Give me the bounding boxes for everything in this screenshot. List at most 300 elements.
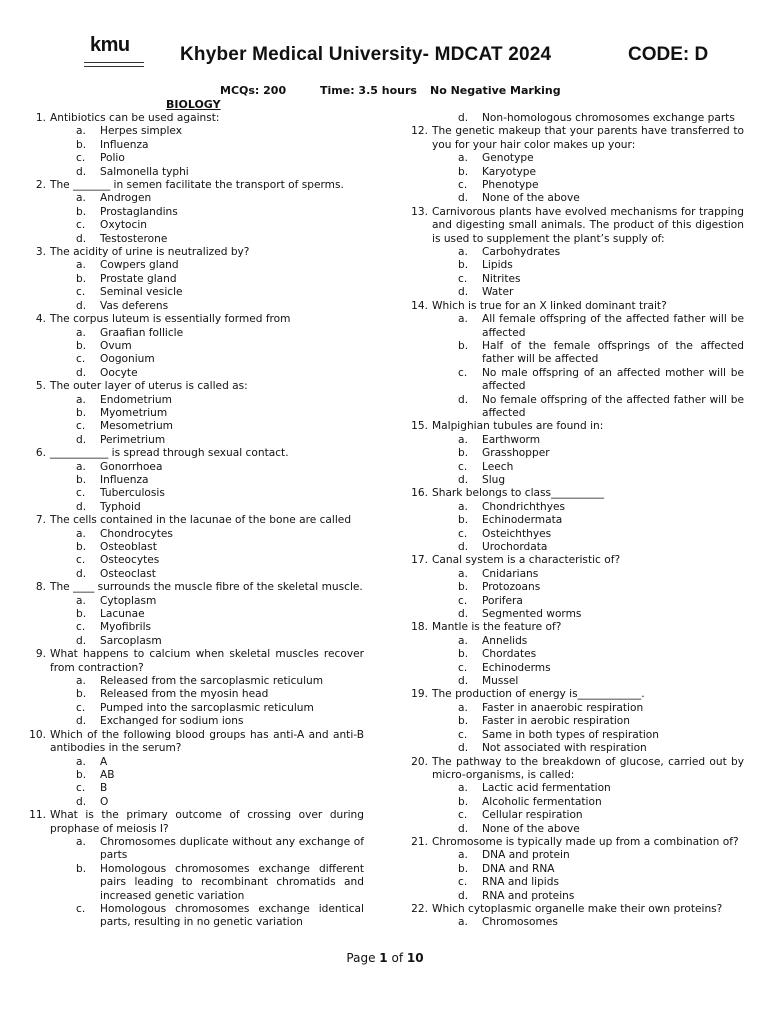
answer-option <box>410 675 744 688</box>
option-text: B <box>100 782 108 795</box>
option-text: Chondrichthyes <box>482 500 566 513</box>
option-text: None of the above <box>482 822 580 835</box>
option-letter: d. <box>458 889 469 902</box>
answer-option <box>28 273 364 286</box>
answer-option <box>410 849 744 862</box>
option-letter: c. <box>76 152 86 165</box>
option-letter: a. <box>458 152 468 165</box>
footer-prefix: Page <box>346 951 380 965</box>
question-number: 3. <box>35 246 46 259</box>
page-total: 10 <box>406 951 424 965</box>
option-text: Segmented worms <box>482 608 582 621</box>
answer-option <box>410 501 744 514</box>
question-text: The production of energy is____________. <box>432 688 645 701</box>
option-text: Slug <box>482 473 506 486</box>
option-letter: c. <box>76 701 86 714</box>
question <box>28 648 364 675</box>
question <box>28 447 364 460</box>
option-letter: a. <box>76 192 86 205</box>
question-number: 13. <box>411 205 428 218</box>
answer-option <box>28 461 364 474</box>
option-text: Echinodermata <box>482 514 563 527</box>
question-number: 11. <box>29 809 46 822</box>
question-number: 5. <box>35 380 46 393</box>
option-text: Non-homologous chromosomes exchange parts <box>482 112 735 124</box>
option-text: Mussel <box>482 675 519 688</box>
question-number: 12. <box>411 125 428 138</box>
option-text: A <box>100 755 108 768</box>
option-letter: c. <box>76 219 86 232</box>
option-letter: b. <box>76 339 87 352</box>
question-text: Antibiotics can be used against: <box>50 112 220 124</box>
question <box>28 729 364 756</box>
option-letter: d. <box>76 500 87 513</box>
option-text: Seminal vesicle <box>100 286 183 299</box>
option-letter: c. <box>458 366 468 379</box>
answer-option <box>410 273 744 286</box>
option-text: All female offspring of the affected father will be affected <box>482 313 744 339</box>
option-text: RNA and lipids <box>482 876 559 889</box>
question-text: The outer layer of uterus is called as: <box>50 380 248 393</box>
option-text: Salmonella typhi <box>100 165 189 178</box>
answer-option <box>410 662 744 675</box>
option-letter: b. <box>76 473 87 486</box>
answer-option <box>28 353 364 366</box>
option-letter: d. <box>458 608 469 621</box>
answer-option <box>28 621 364 634</box>
answer-option <box>410 313 744 340</box>
option-letter: c. <box>76 902 86 915</box>
option-text: Prostaglandins <box>100 205 178 218</box>
answer-option <box>28 568 364 581</box>
option-text: Protozoans <box>482 581 541 594</box>
option-letter: b. <box>76 272 87 285</box>
option-letter: b. <box>458 339 469 352</box>
option-text: Chromosomes duplicate without any exchange of parts <box>100 835 364 862</box>
option-letter: d. <box>458 192 469 205</box>
option-text: AB <box>100 768 115 781</box>
question-text: Mantle is the feature of? <box>432 621 562 634</box>
option-letter: b. <box>458 165 469 178</box>
answer-option <box>28 125 364 138</box>
answer-option <box>410 246 744 259</box>
answer-option <box>28 327 364 340</box>
option-letter: d. <box>458 822 469 835</box>
option-text: Lactic acid fermentation <box>482 782 611 795</box>
answer-option <box>410 916 744 929</box>
option-letter: b. <box>458 795 469 808</box>
option-text: Same in both types of respiration <box>482 728 659 741</box>
question-number: 1. <box>35 112 46 124</box>
option-text: DNA and RNA <box>482 862 555 875</box>
option-letter: d. <box>458 675 469 688</box>
question-text: The acidity of urine is neutralized by? <box>50 246 250 259</box>
answer-option <box>410 152 744 165</box>
answer-option <box>28 635 364 648</box>
option-text: Cowpers gland <box>100 259 179 272</box>
option-letter: b. <box>76 406 87 419</box>
mcq-count: MCQs: 200 <box>220 84 287 97</box>
question <box>410 756 744 783</box>
option-text: Influenza <box>100 473 149 486</box>
option-letter: b. <box>458 862 469 875</box>
option-text: Oocyte <box>100 366 138 379</box>
page-number: 1 <box>379 951 388 965</box>
option-text: Perimetrium <box>100 433 166 446</box>
question-number: 6. <box>35 447 46 460</box>
option-text: Porifera <box>482 594 523 607</box>
question-number: 19. <box>411 688 428 701</box>
question <box>410 903 744 916</box>
option-text: Herpes simplex <box>100 125 183 138</box>
answer-option <box>28 420 364 433</box>
option-text: Echinoderms <box>482 661 551 674</box>
question-text: The ____ surrounds the muscle fibre of the skeletal muscle. <box>50 581 363 594</box>
option-letter: a. <box>458 701 468 714</box>
paper-code: CODE: D <box>628 44 709 65</box>
answer-option <box>28 474 364 487</box>
option-text: DNA and protein <box>482 849 570 862</box>
option-letter: a. <box>458 313 468 326</box>
option-text: Osteoclast <box>100 567 156 580</box>
question-number: 14. <box>411 299 428 312</box>
answer-option <box>410 876 744 889</box>
question <box>28 809 364 836</box>
option-letter: c. <box>458 661 468 674</box>
option-letter: d. <box>76 165 87 178</box>
option-text: Oxytocin <box>100 219 147 232</box>
option-letter: a. <box>76 460 86 473</box>
question-number: 20. <box>411 755 428 768</box>
option-text: Cnidarians <box>482 567 539 580</box>
option-letter: d. <box>458 742 469 755</box>
option-letter: c. <box>458 728 468 741</box>
option-text: Prostate gland <box>100 272 177 285</box>
answer-option <box>28 702 364 715</box>
option-text: Sarcoplasm <box>100 634 162 647</box>
answer-option <box>28 219 364 232</box>
option-text: Graafian follicle <box>100 326 184 339</box>
question <box>410 554 744 567</box>
option-letter: b. <box>458 259 469 272</box>
option-letter: a. <box>458 849 468 862</box>
kmu-logo <box>84 26 144 70</box>
question-text: The pathway to the breakdown of glucose, carried out by micro-organisms, is called: <box>432 755 744 781</box>
option-text: Pumped into the sarcoplasmic reticulum <box>100 701 314 714</box>
option-letter: a. <box>458 567 468 580</box>
question <box>28 514 364 527</box>
question-text: Carnivorous plants have evolved mechanisms for trapping and digesting small animals. The product of this digestion is used to supplement the plant’s supply of: <box>432 205 744 245</box>
question <box>410 300 744 313</box>
option-text: No female offspring of the affected father will be affected <box>482 393 744 419</box>
option-letter: b. <box>458 648 469 661</box>
option-letter: b. <box>76 138 87 151</box>
option-text: Osteoblast <box>100 541 157 553</box>
question <box>410 206 744 246</box>
option-letter: a. <box>458 433 468 446</box>
question-number: 16. <box>411 487 428 500</box>
answer-option <box>28 769 364 782</box>
option-letter: a. <box>458 782 468 795</box>
option-letter: b. <box>76 688 87 701</box>
option-letter: b. <box>458 715 469 728</box>
option-text: Annelids <box>482 634 528 647</box>
answer-option <box>410 528 744 541</box>
answer-option <box>410 863 744 876</box>
footer-middle: of <box>387 951 407 965</box>
option-text: Water <box>482 286 514 299</box>
option-text: Homologous chromosomes exchange identical parts, resulting in no genetic variation <box>100 902 364 929</box>
option-letter: d. <box>458 112 469 124</box>
option-letter: b. <box>76 768 87 781</box>
question-number: 22. <box>411 902 428 915</box>
answer-option <box>410 286 744 299</box>
option-text: Gonorrhoea <box>100 460 163 473</box>
option-text: Polio <box>100 152 125 165</box>
answer-option <box>410 715 744 728</box>
option-letter: d. <box>76 715 87 728</box>
option-letter: d. <box>76 567 87 580</box>
question <box>28 246 364 259</box>
option-text: Half of the female offsprings of the affected father will be affected <box>482 339 744 366</box>
option-text: Mesometrium <box>100 420 173 433</box>
answer-option <box>28 166 364 179</box>
option-text: Lipids <box>482 259 513 272</box>
answer-option <box>410 447 744 460</box>
option-letter: b. <box>458 514 469 527</box>
answer-option <box>410 541 744 554</box>
answer-option <box>28 836 364 863</box>
answer-option <box>410 890 744 903</box>
option-text: Urochordata <box>482 541 548 553</box>
option-text: Faster in anaerobic respiration <box>482 701 644 714</box>
answer-option <box>410 595 744 608</box>
time-limit: Time: 3.5 hours <box>320 84 417 97</box>
answer-option <box>410 782 744 795</box>
answer-option <box>410 474 744 487</box>
option-letter: d. <box>76 232 87 245</box>
question <box>28 112 364 125</box>
option-letter: c. <box>76 782 86 795</box>
option-letter: b. <box>76 205 87 218</box>
option-letter: a. <box>76 259 86 272</box>
answer-option <box>410 568 744 581</box>
question-text: The _______ in semen facilitate the transport of sperms. <box>50 179 344 192</box>
option-text: Faster in aerobic respiration <box>482 715 630 728</box>
question-text: Chromosome is typically made up from a combination of? <box>432 835 739 848</box>
option-letter: a. <box>76 393 86 406</box>
option-text: None of the above <box>482 192 580 205</box>
question-text: Malpighian tubules are found in: <box>432 420 604 433</box>
question-text: The genetic makeup that your parents have transferred to you for your hair color makes up your: <box>432 125 744 151</box>
option-text: Earthworm <box>482 433 541 446</box>
option-text: Cytoplasm <box>100 594 157 607</box>
answer-option <box>410 823 744 836</box>
option-letter: c. <box>76 487 86 500</box>
option-letter: c. <box>458 594 468 607</box>
answer-option <box>28 782 364 795</box>
answer-option <box>410 635 744 648</box>
option-letter: a. <box>76 755 86 768</box>
option-text: Homologous chromosomes exchange different pairs leading to recombinant chromatids and increased genetic variation <box>100 862 364 902</box>
option-letter: b. <box>76 608 87 621</box>
page-header <box>0 0 770 110</box>
option-letter: d. <box>76 299 87 312</box>
option-text: Grasshopper <box>482 447 550 460</box>
option-letter: a. <box>76 594 86 607</box>
logo-text: kmu <box>90 34 130 56</box>
option-text: Androgen <box>100 192 152 205</box>
option-letter: a. <box>458 246 468 259</box>
option-letter: c. <box>458 809 468 822</box>
option-text: Oogonium <box>100 353 155 366</box>
option-text: Tuberculosis <box>100 487 165 500</box>
question <box>410 125 744 152</box>
question-number: 18. <box>411 621 428 634</box>
question-text: Which is true for an X linked dominant trait? <box>432 299 667 312</box>
answer-option <box>28 675 364 688</box>
answer-option <box>28 501 364 514</box>
option-letter: d. <box>76 634 87 647</box>
option-text: Influenza <box>100 138 149 151</box>
option-text: Vas deferens <box>100 299 169 312</box>
answer-option <box>410 461 744 474</box>
option-letter: b. <box>458 581 469 594</box>
answer-option <box>28 903 364 930</box>
option-text: Not associated with respiration <box>482 742 647 755</box>
answer-option <box>28 300 364 313</box>
question-text: Which cytoplasmic organelle make their own proteins? <box>432 902 723 915</box>
question-text: Canal system is a characteristic of? <box>432 554 621 567</box>
answer-option <box>28 259 364 272</box>
answer-option <box>28 139 364 152</box>
option-letter: b. <box>458 447 469 460</box>
answer-option <box>28 233 364 246</box>
option-letter: a. <box>76 527 86 540</box>
option-letter: c. <box>76 554 86 567</box>
answer-option <box>410 166 744 179</box>
answer-option <box>28 528 364 541</box>
question-number: 4. <box>35 313 46 326</box>
answer-option <box>28 715 364 728</box>
answer-option <box>410 702 744 715</box>
option-text: Released from the sarcoplasmic reticulum <box>100 675 324 688</box>
option-letter: d. <box>76 366 87 379</box>
question-number: 10. <box>29 728 46 741</box>
marking-scheme: No Negative Marking <box>430 84 561 97</box>
question-text: ___________ is spread through sexual contact. <box>50 447 289 460</box>
left-column <box>28 112 364 930</box>
question-text: The cells contained in the lacunae of the bone are called <box>50 514 352 527</box>
option-letter: d. <box>76 433 87 446</box>
option-text: Alcoholic fermentation <box>482 795 602 808</box>
option-text: Chordates <box>482 648 537 661</box>
answer-option <box>28 541 364 554</box>
answer-option <box>410 434 744 447</box>
answer-option <box>28 206 364 219</box>
question-number: 9. <box>35 648 46 661</box>
option-text: Karyotype <box>482 165 537 178</box>
option-letter: c. <box>76 621 86 634</box>
option-text: Osteocytes <box>100 554 160 567</box>
answer-option <box>410 796 744 809</box>
option-text: Carbohydrates <box>482 246 561 259</box>
answer-option <box>28 595 364 608</box>
option-letter: d. <box>458 286 469 299</box>
question <box>28 380 364 393</box>
option-text: Genotype <box>482 152 534 165</box>
answer-option <box>28 286 364 299</box>
answer-option <box>410 340 744 367</box>
answer-option <box>28 340 364 353</box>
question-text: Which of the following blood groups has anti-A and anti-B antibodies in the serum? <box>50 728 364 755</box>
option-letter: a. <box>76 835 86 848</box>
option-text: Myometrium <box>100 406 168 419</box>
question <box>28 581 364 594</box>
answer-option <box>410 608 744 621</box>
answer-option <box>28 434 364 447</box>
answer-option <box>28 688 364 701</box>
section-heading: BIOLOGY <box>166 98 221 111</box>
option-letter: d. <box>76 795 87 808</box>
question <box>410 420 744 433</box>
option-letter: c. <box>458 272 468 285</box>
option-text: Chromosomes <box>482 916 558 929</box>
option-text: Exchanged for sodium ions <box>100 715 244 728</box>
question <box>28 313 364 326</box>
option-text: O <box>100 795 109 808</box>
answer-option <box>410 581 744 594</box>
option-letter: a. <box>458 634 468 647</box>
option-text: Leech <box>482 460 514 473</box>
question <box>28 179 364 192</box>
page-title: Khyber Medical University- MDCAT 2024 <box>180 44 552 65</box>
right-column <box>410 112 744 930</box>
answer-option <box>410 192 744 205</box>
option-letter: d. <box>458 541 469 553</box>
option-text: RNA and proteins <box>482 889 575 902</box>
answer-option <box>410 514 744 527</box>
answer-option <box>410 648 744 661</box>
answer-option <box>28 608 364 621</box>
question-text: What happens to calcium when skeletal muscles recover from contraction? <box>50 648 364 674</box>
question-text: Shark belongs to class__________ <box>432 487 605 500</box>
page-footer <box>0 951 770 965</box>
answer-option <box>28 394 364 407</box>
question-number: 7. <box>35 514 46 527</box>
question <box>410 487 744 500</box>
question <box>410 836 744 849</box>
option-text: Cellular respiration <box>482 809 583 822</box>
answer-option <box>28 756 364 769</box>
option-letter: d. <box>458 393 469 406</box>
question-number: 21. <box>411 835 428 848</box>
option-text: Ovum <box>100 339 132 352</box>
option-text: Endometrium <box>100 393 172 406</box>
option-letter: c. <box>458 460 468 473</box>
answer-option <box>28 367 364 380</box>
answer-option <box>28 407 364 420</box>
option-text: Nitrites <box>482 272 521 285</box>
answer-option <box>28 487 364 500</box>
answer-option <box>410 112 744 125</box>
option-letter: a. <box>458 916 468 929</box>
answer-option <box>410 729 744 742</box>
option-letter: b. <box>76 541 87 553</box>
option-letter: b. <box>76 862 87 875</box>
answer-option <box>28 152 364 165</box>
question-text: The corpus luteum is essentially formed from <box>50 313 291 326</box>
